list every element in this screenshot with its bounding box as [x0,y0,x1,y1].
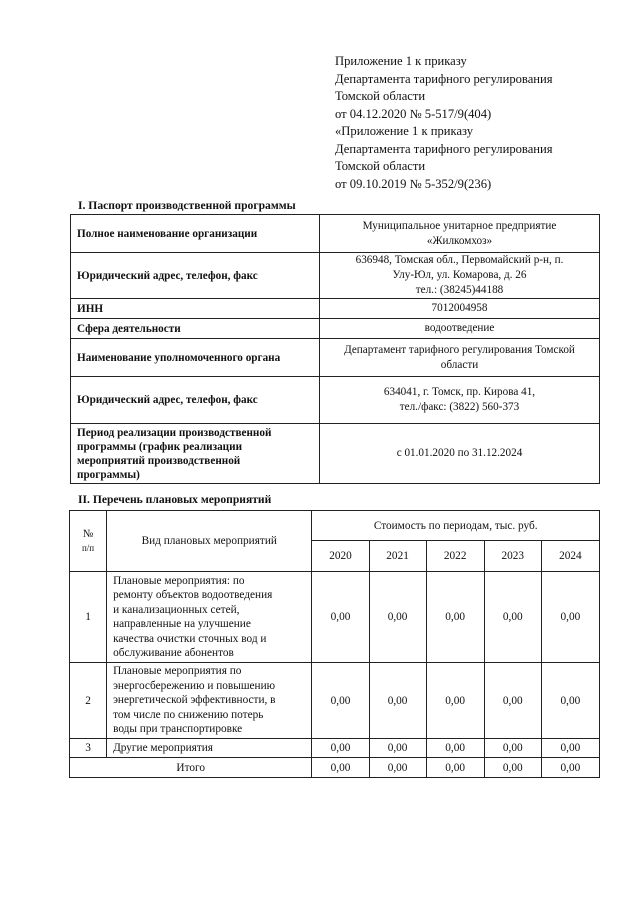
label-line: программы (график реализации [77,440,243,453]
passport-row [71,253,600,299]
header-line: Томской области [335,159,426,173]
value-line: Муниципальное унитарное предприятие [362,219,557,232]
header-line: Департамента тарифного регулирования [335,71,553,86]
row-description [107,663,312,739]
cost-cell: 0,00 [541,663,599,739]
passport-label: Юридический адрес, телефон, факс [71,377,320,424]
passport-label: Полное наименование организации [71,215,320,253]
passport-label [71,424,320,484]
cost-cell: 0,00 [426,572,484,663]
col-cost-header: Стоимость по периодам, тыс. руб. [312,511,600,541]
col-number-symbol: № [82,528,94,540]
cost-cell: 0,00 [484,663,541,739]
cost-cell: 0,00 [369,572,426,663]
cost-cell: 0,00 [484,739,541,758]
plan-row [70,739,600,758]
passport-label: Наименование уполномоченного органа [71,339,320,377]
col-desc-header: Вид плановых мероприятий [107,511,312,572]
value-line: Департамент тарифного регулирования Томской [344,343,575,356]
value-line: 634041, г. Томск, пр. Кирова 41, [383,386,536,398]
year-header: 2021 [369,541,426,572]
total-cell: 0,00 [312,758,369,778]
header-line: «Приложение 1 к приказу [335,124,474,138]
cost-cell: 0,00 [426,663,484,739]
desc-line: обслуживание абонентов [113,647,234,659]
cost-cell: 0,00 [369,739,426,758]
passport-row [71,424,600,484]
plan-table [69,510,600,778]
header-line: от 09.10.2019 № 5-352/9(236) [335,176,492,191]
label-line: Период реализации производственной [77,426,272,439]
row-description: Другие мероприятия [107,739,312,758]
label-line: мероприятий производственной [77,454,241,467]
cost-cell: 0,00 [541,739,599,758]
passport-value [320,215,600,253]
plan-row [70,663,600,739]
desc-line: и канализационных сетей, [113,603,240,616]
desc-line: энергетической эффективности, в [113,694,276,707]
total-label: Итого [70,758,312,778]
header-line: от 04.12.2020 № 5-517/9(404) [335,106,492,121]
plan-title: II. Перечень плановых мероприятий [78,493,272,506]
value-line: «Жилкомхоз» [426,234,493,247]
cost-cell: 0,00 [312,739,369,758]
desc-line: Плановые мероприятия по [113,665,242,678]
plan-header-row [70,511,600,541]
cost-cell: 0,00 [484,572,541,663]
row-number: 1 [70,572,107,663]
col-number-sub: п/п [81,543,95,553]
passport-row [71,299,600,319]
order-header [335,53,553,193]
cost-cell: 0,00 [426,739,484,758]
passport-value [320,253,600,299]
value-line: Улу-Юл, ул. Комарова, д. 26 [392,269,527,281]
desc-line: ремонту объектов водоотведения [113,589,273,601]
value-line: области [440,358,479,371]
desc-line: энергосбережению и повышению [113,679,276,692]
year-header: 2020 [312,541,369,572]
cost-cell: 0,00 [541,572,599,663]
passport-row [71,377,600,424]
plan-total-row [70,758,600,778]
value-line: тел.: (38245)44188 [415,284,504,296]
desc-line: том числе по снижению потерь [113,708,264,721]
passport-value: с 01.01.2020 по 31.12.2024 [320,424,600,484]
passport-value: 7012004958 [320,299,600,319]
cost-cell: 0,00 [312,572,369,663]
passport-title: I. Паспорт производственной программы [78,199,296,212]
total-cell: 0,00 [369,758,426,778]
total-cell: 0,00 [426,758,484,778]
value-line: 636948, Томская обл., Первомайский р-н, п. [355,254,564,266]
passport-row [71,339,600,377]
header-line: Томской области [335,89,426,103]
passport-value [320,377,600,424]
row-description [107,572,312,663]
desc-line: Плановые мероприятия: по [113,574,245,587]
row-number: 2 [70,663,107,739]
label-line: программы) [77,468,140,481]
passport-row [71,215,600,253]
year-header: 2022 [426,541,484,572]
header-line: Департамента тарифного регулирования [335,141,553,156]
cost-cell: 0,00 [369,663,426,739]
plan-row [70,572,600,663]
passport-label: Сфера деятельности [71,319,320,339]
passport-label: ИНН [71,299,320,319]
desc-line: направленные на улучшение [113,618,251,630]
passport-table [70,214,600,484]
passport-value [320,339,600,377]
row-number: 3 [70,739,107,758]
passport-value: водоотведение [320,319,600,339]
passport-label: Юридический адрес, телефон, факс [71,253,320,299]
value-line: тел./факс: (3822) 560-373 [399,401,520,413]
header-line: Приложение 1 к приказу [335,54,467,68]
desc-line: качества очистки сточных вод и [113,632,267,645]
total-cell: 0,00 [484,758,541,778]
year-header: 2024 [541,541,599,572]
desc-line: воды при транспортировке [113,723,243,736]
col-number-header [70,511,107,572]
cost-cell: 0,00 [312,663,369,739]
passport-row [71,319,600,339]
year-header: 2023 [484,541,541,572]
total-cell: 0,00 [541,758,599,778]
